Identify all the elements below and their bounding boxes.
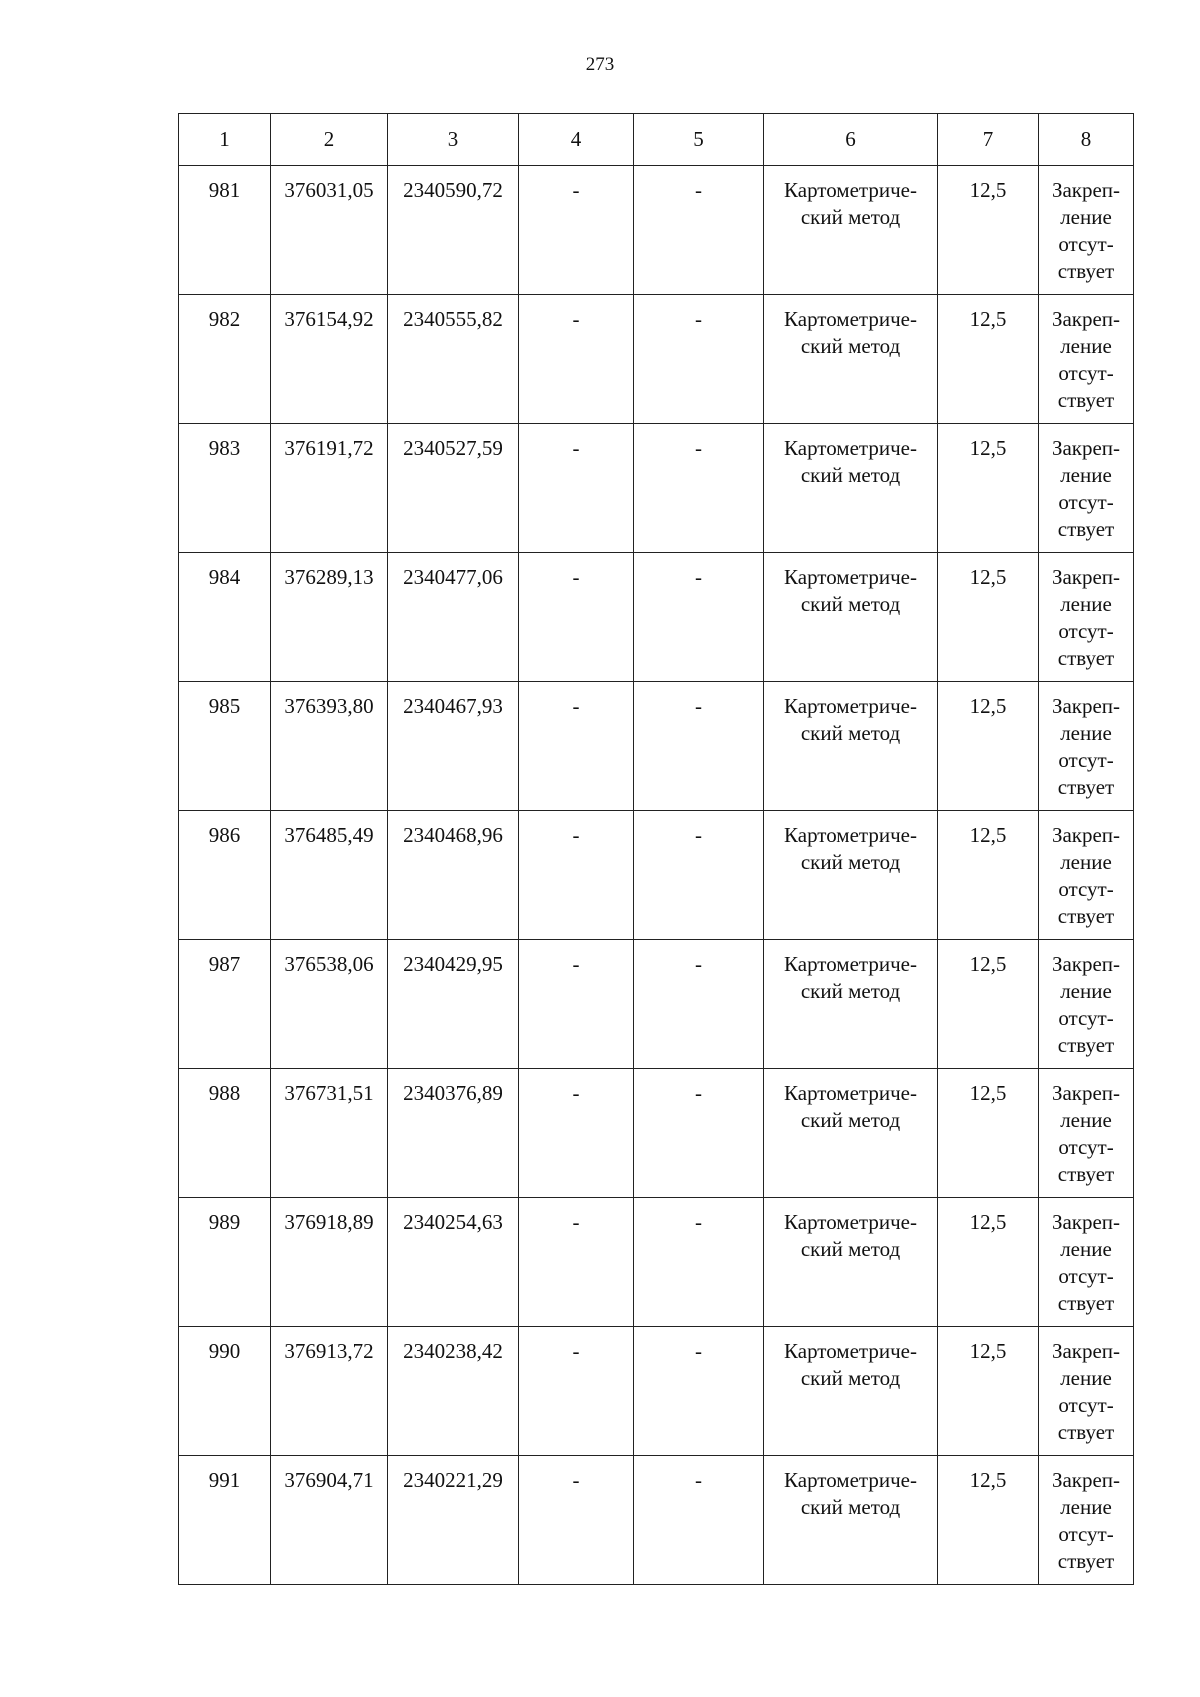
coordinates-table xyxy=(178,113,1134,1585)
column-4-cell: - xyxy=(519,424,634,553)
fixing-cell: Закреп- ление отсут- ствует xyxy=(1039,424,1134,553)
accuracy-cell: 12,5 xyxy=(938,682,1039,811)
table-row xyxy=(179,811,1134,940)
column-4-cell: - xyxy=(519,1327,634,1456)
column-5-cell: - xyxy=(634,424,764,553)
column-5-cell: - xyxy=(634,1198,764,1327)
y-coordinate-cell: 2340468,96 xyxy=(388,811,519,940)
accuracy-cell: 12,5 xyxy=(938,553,1039,682)
fixing-cell: Закреп- ление отсут- ствует xyxy=(1039,940,1134,1069)
x-coordinate-cell: 376289,13 xyxy=(271,553,388,682)
method-cell: Картометриче- ский метод xyxy=(764,682,938,811)
y-coordinate-cell: 2340376,89 xyxy=(388,1069,519,1198)
table-row xyxy=(179,1069,1134,1198)
point-number-cell: 988 xyxy=(179,1069,271,1198)
x-coordinate-cell: 376904,71 xyxy=(271,1456,388,1585)
x-coordinate-cell: 376031,05 xyxy=(271,166,388,295)
column-5-cell: - xyxy=(634,682,764,811)
fixing-cell: Закреп- ление отсут- ствует xyxy=(1039,1327,1134,1456)
column-5-cell: - xyxy=(634,1069,764,1198)
point-number-cell: 986 xyxy=(179,811,271,940)
column-5-cell: - xyxy=(634,166,764,295)
column-header: 1 xyxy=(179,114,271,166)
y-coordinate-cell: 2340590,72 xyxy=(388,166,519,295)
column-4-cell: - xyxy=(519,1456,634,1585)
column-5-cell: - xyxy=(634,553,764,682)
accuracy-cell: 12,5 xyxy=(938,295,1039,424)
table-row xyxy=(179,166,1134,295)
column-header: 6 xyxy=(764,114,938,166)
column-header: 8 xyxy=(1039,114,1134,166)
column-4-cell: - xyxy=(519,940,634,1069)
table-row xyxy=(179,553,1134,682)
point-number-cell: 981 xyxy=(179,166,271,295)
y-coordinate-cell: 2340429,95 xyxy=(388,940,519,1069)
fixing-cell: Закреп- ление отсут- ствует xyxy=(1039,553,1134,682)
accuracy-cell: 12,5 xyxy=(938,424,1039,553)
y-coordinate-cell: 2340527,59 xyxy=(388,424,519,553)
x-coordinate-cell: 376393,80 xyxy=(271,682,388,811)
method-cell: Картометриче- ский метод xyxy=(764,811,938,940)
fixing-cell: Закреп- ление отсут- ствует xyxy=(1039,682,1134,811)
x-coordinate-cell: 376913,72 xyxy=(271,1327,388,1456)
column-header: 3 xyxy=(388,114,519,166)
x-coordinate-cell: 376731,51 xyxy=(271,1069,388,1198)
column-4-cell: - xyxy=(519,1069,634,1198)
column-5-cell: - xyxy=(634,811,764,940)
point-number-cell: 990 xyxy=(179,1327,271,1456)
point-number-cell: 985 xyxy=(179,682,271,811)
x-coordinate-cell: 376191,72 xyxy=(271,424,388,553)
point-number-cell: 987 xyxy=(179,940,271,1069)
column-5-cell: - xyxy=(634,1327,764,1456)
column-4-cell: - xyxy=(519,682,634,811)
method-cell: Картометриче- ский метод xyxy=(764,295,938,424)
x-coordinate-cell: 376485,49 xyxy=(271,811,388,940)
fixing-cell: Закреп- ление отсут- ствует xyxy=(1039,1456,1134,1585)
method-cell: Картометриче- ский метод xyxy=(764,1069,938,1198)
accuracy-cell: 12,5 xyxy=(938,166,1039,295)
method-cell: Картометриче- ский метод xyxy=(764,1198,938,1327)
method-cell: Картометриче- ский метод xyxy=(764,1327,938,1456)
table-row xyxy=(179,1327,1134,1456)
method-cell: Картометриче- ский метод xyxy=(764,940,938,1069)
accuracy-cell: 12,5 xyxy=(938,940,1039,1069)
fixing-cell: Закреп- ление отсут- ствует xyxy=(1039,1198,1134,1327)
column-4-cell: - xyxy=(519,295,634,424)
accuracy-cell: 12,5 xyxy=(938,1327,1039,1456)
point-number-cell: 983 xyxy=(179,424,271,553)
y-coordinate-cell: 2340467,93 xyxy=(388,682,519,811)
fixing-cell: Закреп- ление отсут- ствует xyxy=(1039,1069,1134,1198)
column-5-cell: - xyxy=(634,940,764,1069)
table-row xyxy=(179,1198,1134,1327)
y-coordinate-cell: 2340477,06 xyxy=(388,553,519,682)
point-number-cell: 982 xyxy=(179,295,271,424)
fixing-cell: Закреп- ление отсут- ствует xyxy=(1039,295,1134,424)
column-header: 4 xyxy=(519,114,634,166)
accuracy-cell: 12,5 xyxy=(938,1456,1039,1585)
x-coordinate-cell: 376918,89 xyxy=(271,1198,388,1327)
accuracy-cell: 12,5 xyxy=(938,811,1039,940)
page-number: 273 xyxy=(585,54,615,75)
x-coordinate-cell: 376538,06 xyxy=(271,940,388,1069)
fixing-cell: Закреп- ление отсут- ствует xyxy=(1039,166,1134,295)
method-cell: Картометриче- ский метод xyxy=(764,1456,938,1585)
column-header: 5 xyxy=(634,114,764,166)
column-4-cell: - xyxy=(519,1198,634,1327)
column-header: 7 xyxy=(938,114,1039,166)
y-coordinate-cell: 2340555,82 xyxy=(388,295,519,424)
method-cell: Картометриче- ский метод xyxy=(764,424,938,553)
y-coordinate-cell: 2340221,29 xyxy=(388,1456,519,1585)
table-row xyxy=(179,424,1134,553)
point-number-cell: 989 xyxy=(179,1198,271,1327)
table-row xyxy=(179,295,1134,424)
y-coordinate-cell: 2340254,63 xyxy=(388,1198,519,1327)
fixing-cell: Закреп- ление отсут- ствует xyxy=(1039,811,1134,940)
point-number-cell: 984 xyxy=(179,553,271,682)
column-5-cell: - xyxy=(634,295,764,424)
x-coordinate-cell: 376154,92 xyxy=(271,295,388,424)
column-5-cell: - xyxy=(634,1456,764,1585)
table-row xyxy=(179,940,1134,1069)
method-cell: Картометриче- ский метод xyxy=(764,553,938,682)
method-cell: Картометриче- ский метод xyxy=(764,166,938,295)
column-4-cell: - xyxy=(519,553,634,682)
column-header: 2 xyxy=(271,114,388,166)
column-4-cell: - xyxy=(519,166,634,295)
point-number-cell: 991 xyxy=(179,1456,271,1585)
table-row xyxy=(179,682,1134,811)
column-4-cell: - xyxy=(519,811,634,940)
accuracy-cell: 12,5 xyxy=(938,1069,1039,1198)
table-header-row xyxy=(179,114,1134,166)
table-row xyxy=(179,1456,1134,1585)
accuracy-cell: 12,5 xyxy=(938,1198,1039,1327)
y-coordinate-cell: 2340238,42 xyxy=(388,1327,519,1456)
